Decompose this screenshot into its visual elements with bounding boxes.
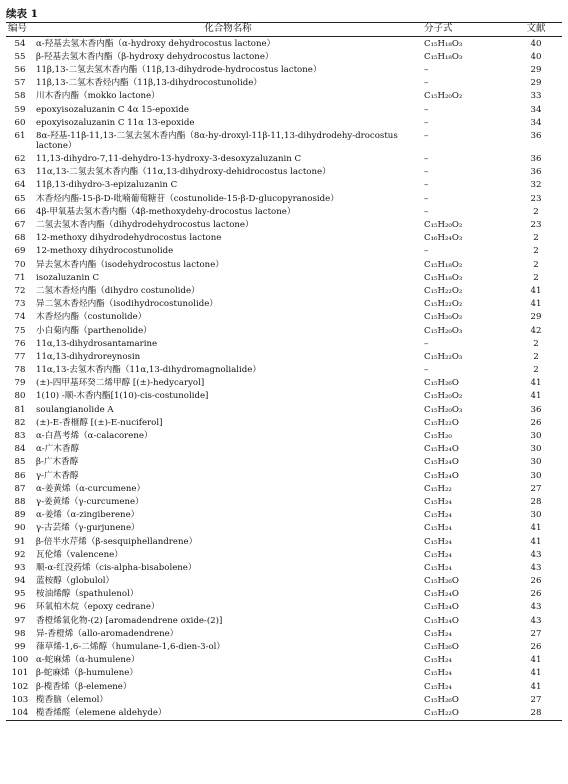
row-name: 木香烃内酯（costunolide） bbox=[36, 312, 147, 323]
row-formula: C₁₅H₂₄ bbox=[424, 549, 452, 560]
row-name: 蓝桉醇（globulol） bbox=[36, 576, 115, 587]
row-ref: 2 bbox=[533, 233, 539, 244]
row-formula: C₁₅H₂₂O₂ bbox=[424, 299, 463, 310]
header-ref: 文献 bbox=[510, 23, 562, 37]
row-ref: 2 bbox=[533, 338, 539, 349]
row-formula: C₁₅H₂₀O₂ bbox=[424, 91, 463, 102]
row-no: 95 bbox=[14, 589, 26, 600]
row-formula: C₁₅H₂₀O₂ bbox=[424, 312, 463, 323]
row-no: 103 bbox=[11, 694, 29, 705]
row-formula: C₁₅H₂₄O bbox=[424, 602, 459, 613]
row-name: 香橙烯氧化物-(2) [aromadendrene oxide-(2)] bbox=[36, 615, 223, 626]
row-ref: 30 bbox=[530, 457, 542, 468]
table-row bbox=[6, 535, 562, 548]
compound-table bbox=[6, 22, 562, 721]
row-name: 8α-羟基-11β-11,13-二氢去氢木香内酯（8α-hy-droxyl-11β-11,13-dihydrodehy-drocostus lactone） bbox=[36, 130, 398, 151]
row-ref: 2 bbox=[533, 365, 539, 376]
row-name: soulangianolide A bbox=[36, 404, 114, 415]
row-name: 二氢木香烃内酯（dihydro costunolide） bbox=[36, 285, 200, 296]
row-no: 74 bbox=[14, 312, 26, 323]
row-name: 11α,13-dihydroreynosin bbox=[36, 351, 141, 362]
table-row bbox=[6, 298, 562, 311]
row-ref: 43 bbox=[530, 549, 542, 560]
row-ref: 29 bbox=[530, 64, 542, 75]
row-name: 11,13-dihydro-7,11-dehydro-13-hydroxy-3-desoxyzaluzanin C bbox=[36, 154, 302, 165]
row-name: 11β,13-dihydro-3-epizaluzanin C bbox=[36, 180, 178, 191]
table-row bbox=[6, 90, 562, 103]
row-ref: 41 bbox=[530, 523, 542, 534]
row-name: 顺-α-红没药烯（cis-alpha-bisabolene） bbox=[36, 562, 197, 573]
row-ref: 41 bbox=[530, 391, 542, 402]
row-no: 89 bbox=[14, 510, 26, 521]
row-no: 101 bbox=[11, 668, 29, 679]
table-row bbox=[6, 640, 562, 653]
table-row bbox=[6, 245, 562, 258]
row-ref: 36 bbox=[530, 404, 542, 415]
table-row bbox=[6, 522, 562, 535]
row-formula: C₁₅H₂₄O bbox=[424, 589, 459, 600]
row-name: 异去氢木香内酯（isodehydrocostus lactone） bbox=[36, 259, 224, 270]
row-name: epoxyisozaluzanin C 11α 13-epoxide bbox=[36, 117, 195, 128]
row-ref: 28 bbox=[510, 706, 562, 720]
table-row bbox=[6, 63, 562, 76]
row-name: 11α,13-去氢木香内酯（11α,13-dihydromagnolialide） bbox=[36, 365, 261, 376]
table-row bbox=[6, 324, 562, 337]
row-ref: 27 bbox=[530, 483, 542, 494]
row-ref: 29 bbox=[530, 312, 542, 323]
row-no: 59 bbox=[14, 104, 26, 115]
row-ref: 23 bbox=[530, 193, 542, 204]
row-no: 100 bbox=[11, 655, 29, 666]
row-name: epoxyisozaluzanin C 4α 15-epoxide bbox=[36, 104, 190, 115]
row-ref: 23 bbox=[530, 220, 542, 231]
table-row bbox=[6, 350, 562, 363]
table-row bbox=[6, 311, 562, 324]
row-no: 70 bbox=[14, 259, 26, 270]
row-no: 98 bbox=[14, 628, 26, 639]
table-row bbox=[6, 153, 562, 166]
row-formula: C₁₅H₂₄O bbox=[424, 457, 459, 468]
row-formula: C₁₅H₂₄O bbox=[424, 470, 459, 481]
row-formula: C₁₅H₂₂O bbox=[422, 706, 510, 720]
row-ref: 41 bbox=[530, 378, 542, 389]
row-name: 环氧柏木烷（epoxy cedrane） bbox=[36, 602, 160, 613]
row-name: isozaluzanin C bbox=[36, 272, 100, 283]
row-name: α-蛇麻烯（α-humulene） bbox=[36, 655, 140, 666]
row-no: 68 bbox=[14, 233, 26, 244]
row-ref: 26 bbox=[530, 642, 542, 653]
table-row bbox=[6, 50, 562, 63]
row-ref: 2 bbox=[533, 246, 539, 257]
row-name: 小白菊内酯（parthenolide） bbox=[36, 325, 152, 336]
row-formula: C₁₅H₂₄ bbox=[424, 668, 452, 679]
row-ref: 43 bbox=[530, 562, 542, 573]
table-row bbox=[6, 456, 562, 469]
row-no: 80 bbox=[14, 391, 26, 402]
row-name: γ-广木香醇 bbox=[36, 470, 79, 481]
row-name: γ-古芸烯（γ-gurjunene） bbox=[36, 523, 140, 534]
table-row bbox=[6, 77, 562, 90]
row-formula: C₁₅H₂₀O₃ bbox=[424, 404, 463, 415]
row-name: 4β-甲氧基去氢木香内酯（4β-methoxydehy-drocostus lactone） bbox=[36, 206, 296, 217]
row-formula: C₁₅H₂₆O bbox=[424, 694, 459, 705]
row-name: β-蛇麻烯（β-humulene） bbox=[36, 668, 138, 679]
row-name: 11β,13-二氢去氢木香内酯（11β,13-dihydrode-hydrocostus lactone） bbox=[36, 64, 322, 75]
table-row bbox=[6, 116, 562, 129]
table-row bbox=[6, 364, 562, 377]
row-name: 二氢去氢木香内酯（dihydrodehydrocostus lactone） bbox=[36, 220, 254, 231]
row-no: 93 bbox=[14, 562, 26, 573]
header-name: 化合物名称 bbox=[34, 23, 422, 37]
row-no: 57 bbox=[14, 78, 26, 89]
row-ref: 36 bbox=[530, 130, 542, 141]
row-name: α-姜烯（α-zingiberene） bbox=[36, 510, 140, 521]
table-row bbox=[6, 179, 562, 192]
table-row bbox=[6, 614, 562, 627]
row-no: 65 bbox=[14, 193, 26, 204]
row-name: 1(10) -顺-木香内酯[1(10)-cis-costunolide] bbox=[36, 391, 209, 402]
table-row bbox=[6, 103, 562, 116]
row-name: 葎草烯-1,6-二烯醇（humulane-1,6-dien-3-ol） bbox=[36, 642, 226, 653]
table-row bbox=[6, 232, 562, 245]
row-ref: 33 bbox=[530, 91, 542, 102]
row-name: 瓦伦烯（valencene） bbox=[36, 549, 123, 560]
row-ref: 30 bbox=[530, 470, 542, 481]
row-no: 63 bbox=[14, 167, 26, 178]
row-no: 87 bbox=[14, 483, 26, 494]
row-formula: C₁₅H₂₄ bbox=[424, 562, 452, 573]
row-ref: 41 bbox=[530, 655, 542, 666]
row-ref: 30 bbox=[530, 431, 542, 442]
row-no: 99 bbox=[14, 642, 26, 653]
row-name: β-广木香醇 bbox=[36, 457, 79, 468]
table-row bbox=[6, 706, 562, 720]
table-row bbox=[6, 654, 562, 667]
row-ref: 26 bbox=[530, 576, 542, 587]
row-no: 61 bbox=[14, 130, 26, 141]
table-row bbox=[6, 390, 562, 403]
table-row bbox=[6, 429, 562, 442]
row-name: 榄香脑（elemol） bbox=[36, 694, 108, 705]
header-row bbox=[6, 23, 562, 37]
table-row bbox=[6, 416, 562, 429]
row-formula: C₁₅H₂₄ bbox=[424, 628, 452, 639]
row-formula: C₁₅H₂₄ bbox=[424, 523, 452, 534]
row-ref: 41 bbox=[530, 668, 542, 679]
row-formula: – bbox=[424, 117, 429, 128]
row-ref: 43 bbox=[530, 602, 542, 613]
row-name: α-白菖考烯（α-calacorene） bbox=[36, 431, 153, 442]
row-ref: 27 bbox=[530, 694, 542, 705]
row-ref: 26 bbox=[530, 417, 542, 428]
table-row bbox=[6, 284, 562, 297]
row-formula: – bbox=[424, 206, 429, 217]
row-no: 78 bbox=[14, 365, 26, 376]
row-no: 56 bbox=[14, 64, 26, 75]
row-formula: C₁₅H₂₀O₃ bbox=[424, 325, 463, 336]
row-no: 81 bbox=[14, 404, 26, 415]
row-formula: – bbox=[424, 104, 429, 115]
row-no: 54 bbox=[14, 38, 26, 49]
row-no: 94 bbox=[14, 576, 26, 587]
row-ref: 26 bbox=[530, 589, 542, 600]
row-ref: 34 bbox=[530, 104, 542, 115]
header-formula: 分子式 bbox=[422, 23, 510, 37]
row-formula: – bbox=[424, 365, 429, 376]
row-formula: – bbox=[424, 246, 429, 257]
row-formula: – bbox=[424, 154, 429, 165]
row-name: β-榄香烯（β-elemene） bbox=[36, 681, 132, 692]
row-formula: C₁₅H₂₄ bbox=[424, 510, 452, 521]
row-ref: 42 bbox=[530, 325, 542, 336]
row-name: 11α,13-dihydrosantamarine bbox=[36, 338, 158, 349]
table-row bbox=[6, 192, 562, 205]
table-row bbox=[6, 588, 562, 601]
table-row bbox=[6, 271, 562, 284]
table-row bbox=[6, 129, 562, 152]
row-name: (±)-四甲基环癸二烯甲醇 [(±)-hedycaryol] bbox=[36, 378, 205, 389]
row-name: β-倍半水芹烯（β-sesquiphellandrene） bbox=[36, 536, 198, 547]
row-formula: C₁₅H₂₂O bbox=[424, 417, 459, 428]
row-no: 62 bbox=[14, 154, 26, 165]
row-formula: – bbox=[424, 167, 429, 178]
table-row bbox=[6, 403, 562, 416]
table-row bbox=[6, 601, 562, 614]
row-formula: C₁₅H₂₆O bbox=[424, 642, 459, 653]
row-name: 川木香内酯（mokko lactone） bbox=[36, 91, 160, 102]
table-row bbox=[6, 377, 562, 390]
row-formula: C₁₅H₂₂ bbox=[424, 483, 452, 494]
row-ref: 40 bbox=[530, 51, 542, 62]
table-row bbox=[6, 548, 562, 561]
row-no: 77 bbox=[14, 351, 26, 362]
row-ref: 2 bbox=[533, 351, 539, 362]
table-row bbox=[6, 258, 562, 271]
row-ref: 2 bbox=[533, 259, 539, 270]
row-ref: 34 bbox=[530, 117, 542, 128]
row-formula: C₁₅H₂₀O₂ bbox=[424, 391, 463, 402]
row-no: 104 bbox=[6, 706, 34, 720]
row-name: 12-methoxy dihydrodehydrocostus lactone bbox=[36, 233, 222, 244]
row-no: 66 bbox=[14, 206, 26, 217]
row-ref: 2 bbox=[533, 272, 539, 283]
row-formula: C₁₅H₁₈O₃ bbox=[424, 38, 463, 49]
row-formula: – bbox=[424, 193, 429, 204]
row-no: 96 bbox=[14, 602, 26, 613]
row-name: 榄香烯醛（elemene aldehyde） bbox=[34, 706, 422, 720]
row-ref: 36 bbox=[530, 167, 542, 178]
row-no: 76 bbox=[14, 338, 26, 349]
row-formula: – bbox=[424, 180, 429, 191]
row-ref: 2 bbox=[533, 206, 539, 217]
row-no: 90 bbox=[14, 523, 26, 534]
table-row bbox=[6, 693, 562, 706]
row-name: α-姜黄烯（α-curcumene） bbox=[36, 483, 146, 494]
row-ref: 28 bbox=[530, 496, 542, 507]
table-caption: 续表 1 bbox=[6, 8, 38, 20]
row-formula: C₁₅H₂₀ bbox=[424, 431, 452, 442]
table-row bbox=[6, 495, 562, 508]
row-formula: C₁₅H₂₄ bbox=[424, 536, 452, 547]
row-ref: 32 bbox=[530, 180, 542, 191]
row-no: 75 bbox=[14, 325, 26, 336]
row-ref: 40 bbox=[530, 38, 542, 49]
table-row bbox=[6, 166, 562, 179]
row-name: 11α,13-二氢去氢木香内酯（11α,13-dihydroxy-dehidrocostus lactone） bbox=[36, 167, 331, 178]
table-row bbox=[6, 218, 562, 231]
row-ref: 27 bbox=[530, 628, 542, 639]
row-no: 64 bbox=[14, 180, 26, 191]
row-ref: 29 bbox=[530, 78, 542, 89]
row-formula: C₁₅H₂₂O₂ bbox=[424, 285, 463, 296]
row-formula: C₁₅H₂₆O bbox=[424, 576, 459, 587]
row-formula: C₁₅H₂₄O bbox=[424, 444, 459, 455]
row-name: β-羟基去氢木香内酯（β-hydroxy dehydrocostus lactone） bbox=[36, 51, 274, 62]
row-no: 85 bbox=[14, 457, 26, 468]
row-ref: 41 bbox=[530, 536, 542, 547]
row-no: 91 bbox=[14, 536, 26, 547]
row-no: 102 bbox=[11, 681, 29, 692]
row-name: 木香烃内酯-15-β-D-吡喃葡萄糖苷（costunolide-15-β-D-glucopyranoside） bbox=[36, 193, 339, 204]
row-no: 69 bbox=[14, 246, 26, 257]
table-row bbox=[6, 627, 562, 640]
row-no: 88 bbox=[14, 496, 26, 507]
row-formula: – bbox=[424, 78, 429, 89]
row-formula: C₁₅H₂₆O bbox=[424, 378, 459, 389]
row-formula: C₁₅H₁₈O₃ bbox=[424, 51, 463, 62]
row-name: α-广木香醇 bbox=[36, 444, 80, 455]
row-formula: C₁₅H₂₂O₃ bbox=[424, 351, 463, 362]
row-formula: C₁₅H₁₈O₂ bbox=[424, 259, 463, 270]
table-row bbox=[6, 443, 562, 456]
row-formula: C₁₅H₂₄ bbox=[424, 681, 452, 692]
table-row bbox=[6, 37, 562, 51]
row-no: 67 bbox=[14, 220, 26, 231]
table-row bbox=[6, 482, 562, 495]
row-no: 97 bbox=[14, 615, 26, 626]
row-formula: – bbox=[424, 338, 429, 349]
row-name: 桉油烯醇（spathulenol） bbox=[36, 589, 139, 600]
table-row bbox=[6, 667, 562, 680]
row-formula: C₁₆H₂₄O₃ bbox=[424, 233, 463, 244]
table-row bbox=[6, 509, 562, 522]
row-ref: 41 bbox=[530, 285, 542, 296]
row-ref: 30 bbox=[530, 510, 542, 521]
row-formula: C₁₅H₂₀O₂ bbox=[424, 220, 463, 231]
table-row bbox=[6, 205, 562, 218]
table-row bbox=[6, 337, 562, 350]
row-name: 12-methoxy dihydrocostunolide bbox=[36, 246, 174, 257]
row-name: 异-香橙烯（allo-aromadendrene） bbox=[36, 628, 179, 639]
row-no: 55 bbox=[14, 51, 26, 62]
row-no: 86 bbox=[14, 470, 26, 481]
row-formula: C₁₅H₂₄O bbox=[424, 615, 459, 626]
row-no: 60 bbox=[14, 117, 26, 128]
row-no: 82 bbox=[14, 417, 26, 428]
row-name: α-羟基去氢木香内酯（α-hydroxy dehydrocostus lactone） bbox=[36, 38, 276, 49]
row-formula: C₁₅H₂₄ bbox=[424, 496, 452, 507]
row-formula: C₁₅H₁₈O₃ bbox=[424, 272, 463, 283]
header-no: 编号 bbox=[6, 23, 34, 37]
table-row bbox=[6, 680, 562, 693]
row-no: 71 bbox=[14, 272, 26, 283]
row-name: γ-姜黄烯（γ-curcumene） bbox=[36, 496, 144, 507]
row-ref: 41 bbox=[530, 299, 542, 310]
table-body bbox=[6, 37, 562, 721]
table-row bbox=[6, 575, 562, 588]
table-row bbox=[6, 561, 562, 574]
row-ref: 43 bbox=[530, 615, 542, 626]
row-name: 11β,13-二氢木香烃内酯（11β,13-dihydrocostunolide） bbox=[36, 78, 262, 89]
row-name: (±)-E-香榧醇 [(±)-E-nuciferol] bbox=[36, 417, 163, 428]
row-no: 72 bbox=[14, 285, 26, 296]
row-formula: – bbox=[424, 130, 429, 141]
row-no: 73 bbox=[14, 299, 26, 310]
row-name: 异二氢木香烃内酯（isodihydrocostunolide） bbox=[36, 299, 218, 310]
row-formula: – bbox=[424, 64, 429, 75]
row-no: 92 bbox=[14, 549, 26, 560]
row-ref: 41 bbox=[530, 681, 542, 692]
row-no: 84 bbox=[14, 444, 26, 455]
table-row bbox=[6, 469, 562, 482]
row-no: 83 bbox=[14, 431, 26, 442]
row-no: 79 bbox=[14, 378, 26, 389]
row-ref: 30 bbox=[530, 444, 542, 455]
row-formula: C₁₅H₂₄ bbox=[424, 655, 452, 666]
row-no: 58 bbox=[14, 91, 26, 102]
row-ref: 36 bbox=[530, 154, 542, 165]
